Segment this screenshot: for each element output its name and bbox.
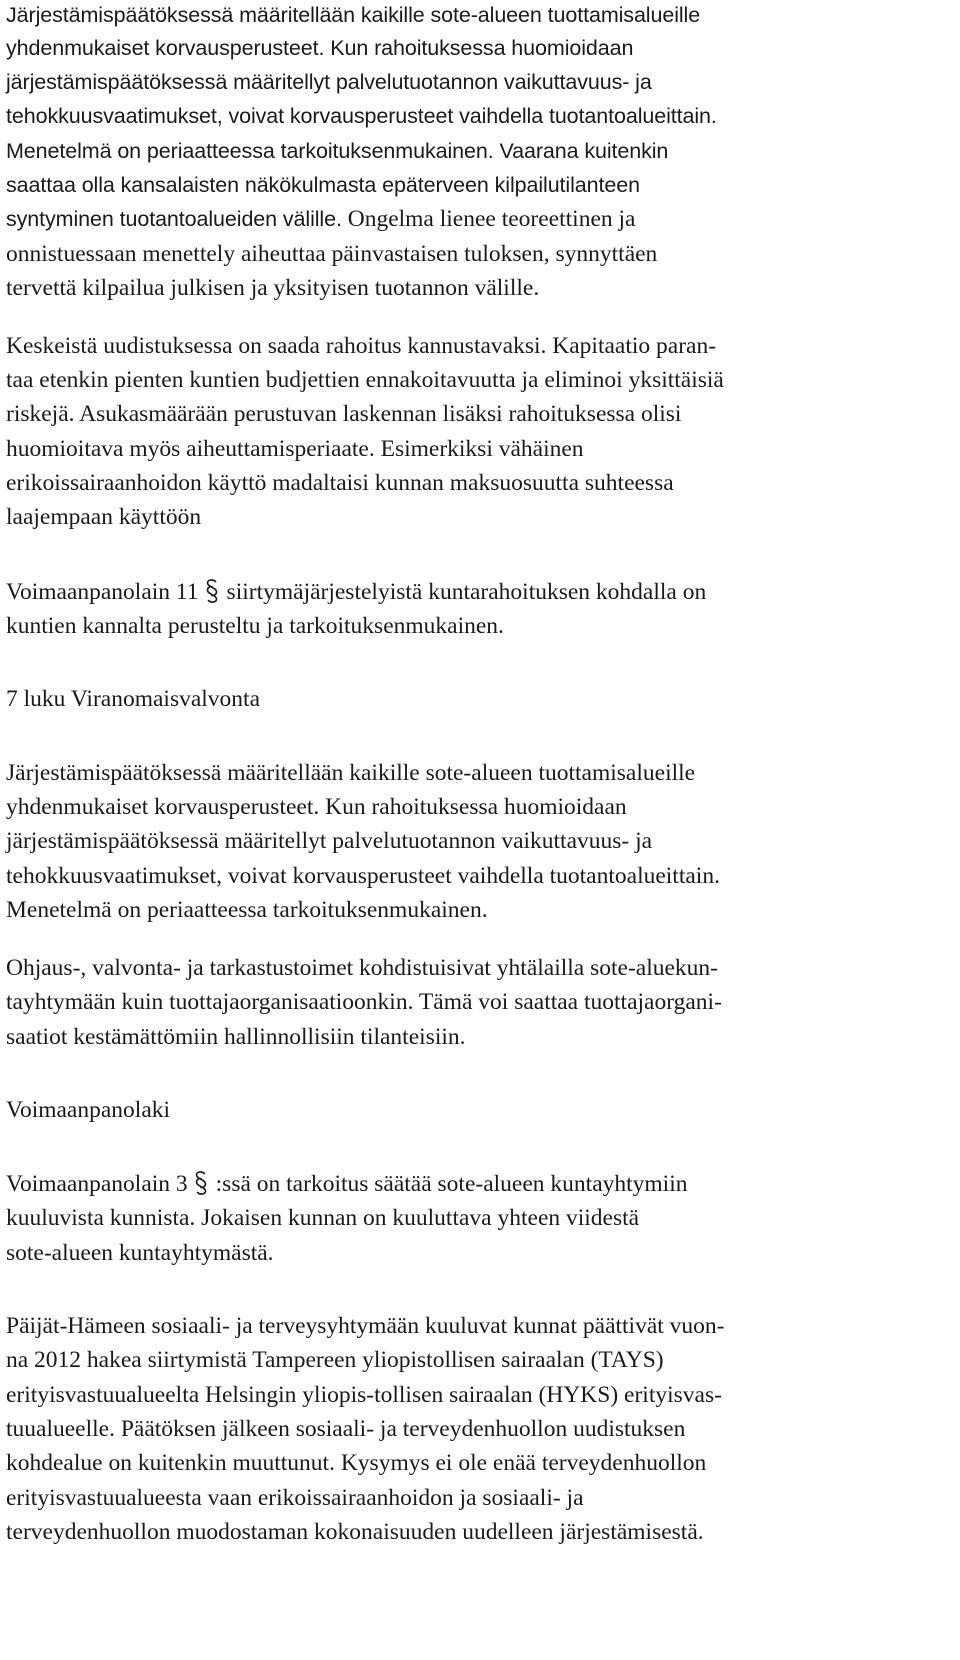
section-sign-icon: [203, 578, 221, 604]
text-line: Järjestämispäätöksessä määritellään kaikille sote-alueen tuottamisalueille: [6, 3, 701, 27]
text-line: Voimaanpanolain 3 :ssä on tarkoitus säätää sote-alueen kuntayhtymiin: [6, 1171, 688, 1197]
text-line: Voimaanpanolain 11 siirtymäjärjestelyistä kuntarahoituksen kohdalla on: [6, 579, 707, 605]
text-line: kohdealue on kuitenkin muuttunut. Kysymys ei ole enää terveydenhuollon: [6, 1450, 707, 1476]
text-line: järjestämispäätöksessä määritellyt palvelutuotannon vaikuttavuus- ja: [6, 828, 653, 854]
text-line: tervettä kilpailua julkisen ja yksityisen tuotannon välille.: [6, 275, 540, 301]
text-line: Menetelmä on periaatteessa tarkoituksenmukainen. Vaarana kuitenkin: [6, 139, 669, 163]
text-line: huomioitava myös aiheuttamisperiaate. Esimerkiksi vähäinen: [6, 436, 584, 462]
text-line: erikoissairaanhoidon käyttö madaltaisi kunnan maksuosuutta suhteessa: [6, 470, 674, 496]
text-line: erityisvastuualueesta vaan erikoissairaanhoidon ja sosiaali- ja: [6, 1485, 584, 1511]
text-line: erityisvastuualueelta Helsingin yliopis-tollisen sairaalan (HYKS) erityisvas-: [6, 1382, 722, 1408]
text-line: riskejä. Asukasmäärään perustuvan laskennan lisäksi rahoituksessa olisi: [6, 401, 682, 427]
text-line: yhdenmukaiset korvausperusteet. Kun rahoituksessa huomioidaan: [6, 36, 634, 60]
text-line: Keskeistä uudistuksessa on saada rahoitus kannustavaksi. Kapitaatio paran-: [6, 333, 717, 359]
text-line: kuntien kannalta perusteltu ja tarkoituksenmukainen.: [6, 613, 504, 639]
section-heading: 7 luku Viranomaisvalvonta: [6, 686, 261, 712]
text-line: järjestämispäätöksessä määritellyt palvelutuotannon vaikuttavuus- ja: [6, 70, 652, 94]
text-line: tehokkuusvaatimukset, voivat korvausperusteet vaihdella tuotantoalueittain.: [6, 863, 720, 889]
text-line: syntyminen tuotantoalueiden välille. Ongelma lienee teoreettinen ja: [6, 206, 636, 232]
text-line: Päijät-Hämeen sosiaali- ja terveysyhtymään kuuluvat kunnat päättivät vuon-: [6, 1313, 725, 1339]
text-line: onnistuessaan menettely aiheuttaa päinvastaisen tuloksen, synnyttäen: [6, 241, 658, 267]
section-heading: Voimaanpanolaki: [6, 1097, 171, 1123]
text-line: terveydenhuollon muodostaman kokonaisuuden uudelleen järjestämisestä.: [6, 1519, 704, 1545]
text-line: Järjestämispäätöksessä määritellään kaikille sote-alueen tuottamisalueille: [6, 760, 696, 786]
text-line: saattaa olla kansalaisten näkökulmasta epäterveen kilpailutilanteen: [6, 173, 640, 197]
text-line: yhdenmukaiset korvausperusteet. Kun rahoituksessa huomioidaan: [6, 794, 627, 820]
text-line: sote-alueen kuntayhtymästä.: [6, 1240, 274, 1266]
text-line: tehokkuusvaatimukset, voivat korvausperusteet vaihdella tuotantoalueittain.: [6, 104, 717, 128]
text-line: laajempaan käyttöön: [6, 504, 202, 530]
text-line: Menetelmä on periaatteessa tarkoituksenmukainen.: [6, 897, 488, 923]
text-line: Ohjaus-, valvonta- ja tarkastustoimet kohdistuisivat yhtälailla sote-aluekun-: [6, 955, 719, 981]
text-line: saatiot kestämättömiin hallinnollisiin tilanteisiin.: [6, 1024, 466, 1050]
text-line: kuuluvista kunnista. Jokaisen kunnan on kuuluttava yhteen viidestä: [6, 1205, 640, 1231]
text-line: taa etenkin pienten kuntien budjettien ennakoitavuutta ja eliminoi yksittäisiä: [6, 367, 724, 393]
text-line: tuualueelle. Päätöksen jälkeen sosiaali- ja terveydenhuollon uudistuksen: [6, 1416, 686, 1442]
section-sign-icon: [192, 1170, 210, 1196]
text-line: tayhtymään kuin tuottajaorganisaatioonkin. Tämä voi saattaa tuottajaorgani-: [6, 989, 722, 1015]
text-line: na 2012 hakea siirtymistä Tampereen yliopistollisen sairaalan (TAYS): [6, 1347, 664, 1373]
